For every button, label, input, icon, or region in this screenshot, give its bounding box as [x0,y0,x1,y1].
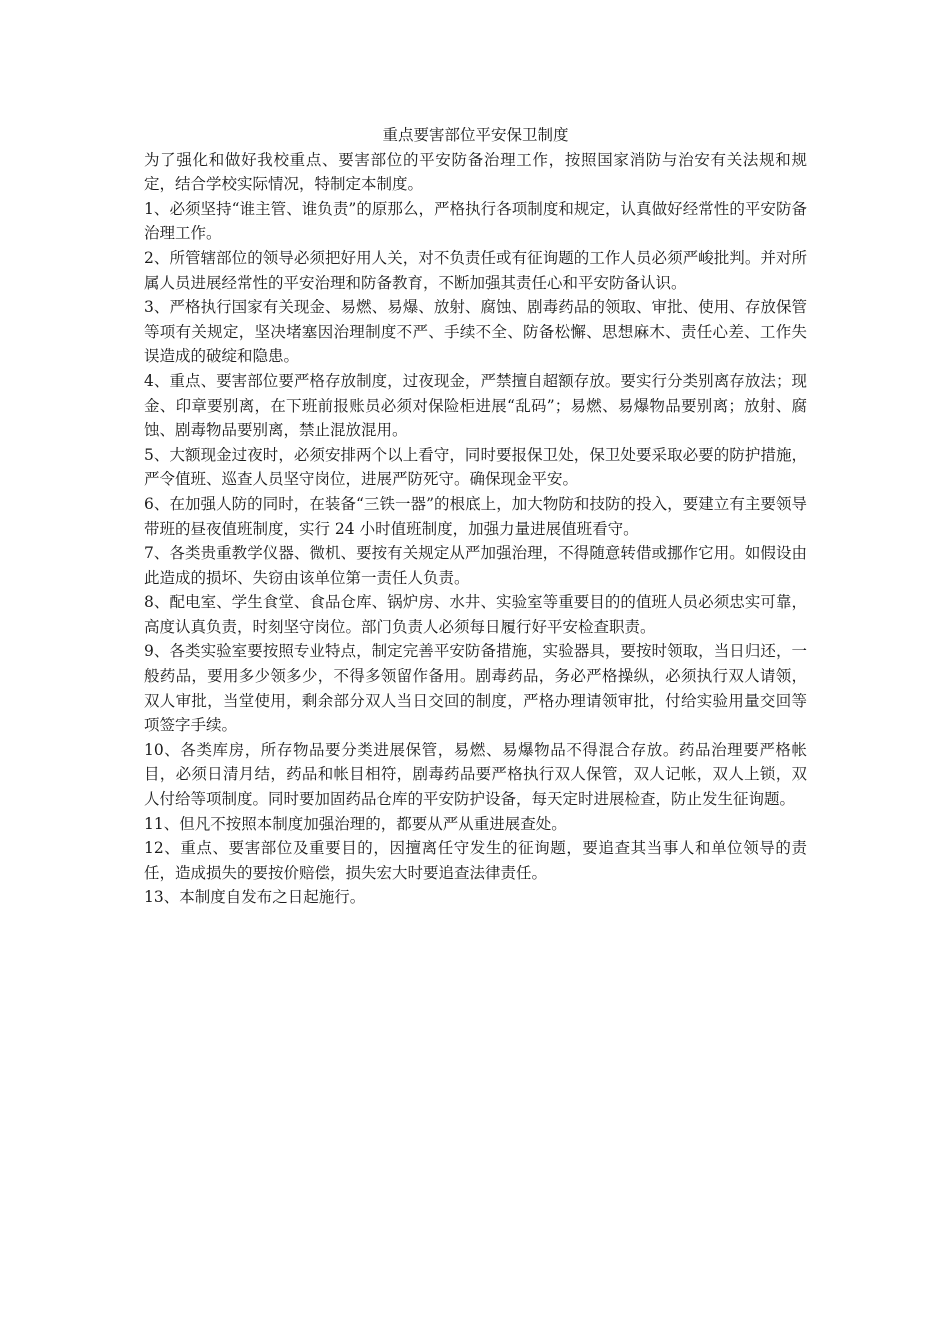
document-body [144,123,807,910]
paragraph-item-4: 4、重点、要害部位要严格存放制度，过夜现金，严禁擅自超额存放。要实行分类别离存放法；现金、印章要别离，在下班前报账员必须对保险柜进展“乱码”；易燃、易爆物品要别离；放射、腐蚀、剧毒物品要别离，禁止混放混用。 [144,371,807,440]
document-title: 重点要害部位平安保卫制度 [382,126,569,144]
paragraph-item-10: 10、各类库房，所存物品要分类进展保管，易燃、易爆物品不得混合存放。药品治理要严格帐目，必须日清月结，药品和帐目相符，剧毒药品要严格执行双人保管，双人记帐，双人上锁，双人付给等项制度。同时要加固药品仓库的平安防护设备，每天定时进展检查，防止发生征询题。 [144,740,807,809]
paragraph-item-7: 7、各类贵重教学仪器、微机、要按有关规定从严加强治理，不得随意转借或挪作它用。如假设由此造成的损坏、失窃由该单位第一责任人负责。 [144,544,807,587]
paragraph-item-13: 13、本制度自发布之日起施行。 [144,888,366,907]
paragraph-intro: 为了强化和做好我校重点、要害部位的平安防备治理工作，按照国家消防与治安有关法规和规定，结合学校实际情况，特制定本制度。 [144,150,807,194]
paragraph-item-2: 2、所管辖部位的领导必须把好用人关，对不负责任或有征询题的工作人员必须严峻批判。并对所属人员进展经常性的平安治理和防备教育，不断加强其责任心和平安防备认识。 [144,248,807,292]
paragraph-item-5: 5、大额现金过夜时，必须安排两个以上看守，同时要报保卫处，保卫处要采取必要的防护措施，严令值班、巡查人员坚守岗位，进展严防死守。确保现金平安。 [144,445,807,489]
paragraph-item-8: 8、配电室、学生食堂、食品仓库、锅炉房、水井、实验室等重要目的的值班人员必须忠实可靠，高度认真负责，时刻坚守岗位。部门负责人必须每日履行好平安检查职责。 [144,593,807,636]
paragraph-item-11: 11、但凡不按照本制度加强治理的，都要从严从重进展查处。 [144,814,567,833]
paragraph-item-1: 1、必须坚持“谁主管、谁负责”的原那么，严格执行各项制度和规定，认真做好经常性的平安防备治理工作。 [144,199,807,243]
paragraph-item-9: 9、各类实验室要按照专业特点，制定完善平安防备措施，实验器具，要按时领取，当日归还，一般药品，要用多少领多少，不得多领留作备用。剧毒药品，务必严格操纵，必须执行双人请领，双人审批，当堂使用，剩余部分双人当日交回的制度，严格办理请领审批，付给实验用量交回等项签字手续。 [144,642,807,735]
paragraph-item-6: 6、在加强人防的同时，在装备“三铁一器”的根底上，加大物防和技防的投入，要建立有主要领导带班的昼夜值班制度，实行 24 小时值班制度，加强力量进展值班看守。 [144,494,807,538]
paragraph-item-3: 3、严格执行国家有关现金、易燃、易爆、放射、腐蚀、剧毒药品的领取、审批、使用、存放保管等项有关规定，坚决堵塞因治理制度不严、手续不全、防备松懈、思想麻木、责任心差、工作失误造成的破绽和隐患。 [144,298,807,366]
paragraph-item-12: 12、重点、要害部位及重要目的，因擅离任守发生的征询题，要追查其当事人和单位领导的责任，造成损失的要按价赔偿，损失宏大时要追查法律责任。 [144,839,807,882]
